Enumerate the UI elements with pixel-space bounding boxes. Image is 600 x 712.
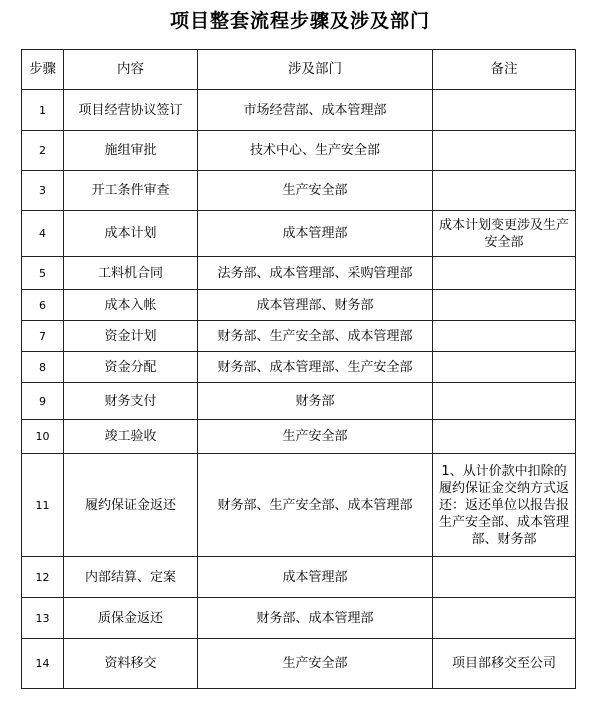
step-content: 开工条件审查	[64, 171, 198, 211]
step-number: 1	[22, 90, 64, 131]
step-content: 成本计划	[64, 211, 198, 257]
step-content: 财务支付	[64, 383, 198, 420]
document-title: 项目整套流程步骤及涉及部门	[169, 10, 430, 32]
step-notes	[433, 420, 576, 454]
table-row	[22, 454, 576, 557]
step-departments: 生产安全部	[198, 639, 433, 689]
step-number: 5	[22, 257, 64, 290]
step-departments: 成本管理部	[198, 211, 433, 257]
step-notes: 项目部移交至公司	[433, 639, 576, 689]
step-departments: 法务部、成本管理部、采购管理部	[198, 257, 433, 290]
step-departments: 生产安全部	[198, 171, 433, 211]
step-number: 7	[22, 321, 64, 352]
header-content: 内容	[64, 50, 198, 90]
table-row	[22, 598, 576, 639]
table-row	[22, 171, 576, 211]
table-row	[22, 257, 576, 290]
step-content: 竣工验收	[64, 420, 198, 454]
step-notes: 成本计划变更涉及生产安全部	[433, 211, 576, 257]
step-content: 成本入帐	[64, 290, 198, 321]
step-notes	[433, 290, 576, 321]
table-row	[22, 383, 576, 420]
step-number: 13	[22, 598, 64, 639]
step-departments: 财务部、成本管理部	[198, 598, 433, 639]
step-number: 11	[22, 454, 64, 557]
step-notes	[433, 131, 576, 171]
step-number: 4	[22, 211, 64, 257]
step-content: 内部结算、定案	[64, 557, 198, 598]
table-row	[22, 131, 576, 171]
step-departments: 财务部、生产安全部、成本管理部	[198, 321, 433, 352]
step-notes	[433, 90, 576, 131]
process-table	[21, 49, 576, 689]
step-notes	[433, 352, 576, 383]
step-departments: 生产安全部	[198, 420, 433, 454]
step-notes	[433, 557, 576, 598]
table-row	[22, 639, 576, 689]
step-departments: 成本管理部	[198, 557, 433, 598]
table-row	[22, 321, 576, 352]
table-row	[22, 90, 576, 131]
step-departments: 财务部	[198, 383, 433, 420]
table-row	[22, 211, 576, 257]
step-number: 12	[22, 557, 64, 598]
step-notes	[433, 383, 576, 420]
table-row	[22, 557, 576, 598]
step-content: 工料机合同	[64, 257, 198, 290]
header-notes: 备注	[433, 50, 576, 90]
step-content: 项目经营协议签订	[64, 90, 198, 131]
step-number: 2	[22, 131, 64, 171]
step-notes: 1、从计价款中扣除的履约保证金交纳方式返还：返还单位以报告报生产安全部、成本管理部、财务部	[433, 454, 576, 557]
table-row	[22, 290, 576, 321]
step-number: 14	[22, 639, 64, 689]
table-header-row	[22, 50, 576, 90]
step-notes	[433, 257, 576, 290]
step-notes	[433, 598, 576, 639]
step-departments: 财务部、成本管理部、生产安全部	[198, 352, 433, 383]
step-content: 资金计划	[64, 321, 198, 352]
step-departments: 财务部、生产安全部、成本管理部	[198, 454, 433, 557]
step-notes	[433, 171, 576, 211]
header-departments: 涉及部门	[198, 50, 433, 90]
step-content: 资金分配	[64, 352, 198, 383]
header-step: 步骤	[22, 50, 64, 90]
step-departments: 市场经营部、成本管理部	[198, 90, 433, 131]
step-content: 质保金返还	[64, 598, 198, 639]
step-number: 6	[22, 290, 64, 321]
step-departments: 技术中心、生产安全部	[198, 131, 433, 171]
table-row	[22, 352, 576, 383]
step-number: 8	[22, 352, 64, 383]
step-notes	[433, 321, 576, 352]
step-content: 施组审批	[64, 131, 198, 171]
step-number: 3	[22, 171, 64, 211]
step-number: 9	[22, 383, 64, 420]
step-departments: 成本管理部、财务部	[198, 290, 433, 321]
table-row	[22, 420, 576, 454]
step-content: 资料移交	[64, 639, 198, 689]
step-content: 履约保证金返还	[64, 454, 198, 557]
step-number: 10	[22, 420, 64, 454]
